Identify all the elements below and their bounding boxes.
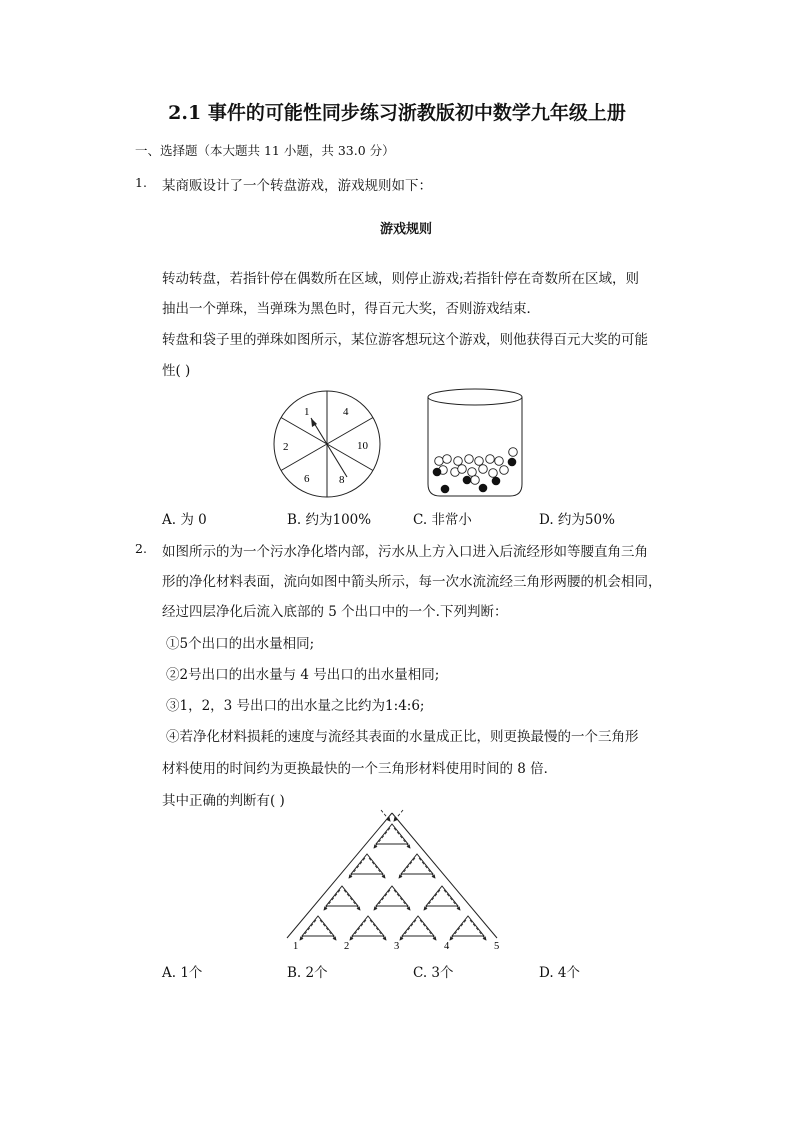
flow-arrow [344, 890, 360, 910]
document-title: 2.1 事件的可能性同步练习浙教版初中数学九年级上册 [168, 102, 626, 124]
filter-triangle [426, 886, 458, 906]
flow-arrow [300, 920, 316, 940]
filter-triangle [376, 886, 408, 906]
filter-triangle [401, 854, 433, 874]
flow-arrow [400, 920, 416, 940]
marbles [433, 448, 518, 494]
statement-4-line-1: ④若净化材料损耗的速度与流经其表面的水量成正比，则更换最慢的一个三角形 [166, 729, 639, 745]
flow-arrow [444, 890, 460, 910]
black-marble [492, 477, 501, 486]
flow-arrow [470, 920, 486, 940]
white-marble [475, 457, 484, 466]
flow-arrow [324, 890, 340, 910]
outlet-label: 5 [494, 941, 500, 952]
spinner-number: 2 [283, 441, 289, 453]
q1-option-b: B. 约为100% [287, 512, 372, 528]
question-1-intro: 某商贩设计了一个转盘游戏，游戏规则如下： [162, 178, 432, 194]
question-1-line-1: 转盘和袋子里的弹珠如图所示，某位游客想玩这个游戏，则他获得百元大奖的可能 [162, 332, 648, 348]
flow-arrow [420, 920, 436, 940]
black-marble [441, 485, 450, 494]
flow-arrow [424, 890, 440, 910]
spinner-number: 4 [343, 406, 349, 418]
q2-option-c: C. 3个 [413, 965, 454, 981]
flow-arrow [450, 920, 466, 940]
statement-1: ①5个出口的出水量相同; [166, 636, 315, 652]
q2-option-d: D. 4个 [539, 965, 581, 981]
black-marble [433, 468, 442, 477]
outlet-label: 1 [293, 941, 299, 952]
filter-triangle [326, 886, 358, 906]
white-marble [443, 455, 452, 464]
statement-4-line-2: 材料使用的时间约为更换最快的一个三角形材料使用时间的 8 倍． [162, 761, 558, 777]
statement-3: ③1，2，3 号出口的出水量之比约为1:4:6; [166, 698, 425, 714]
spinner-number: 8 [339, 474, 345, 486]
rule-heading: 游戏规则 [380, 222, 433, 237]
outlet-label: 2 [344, 941, 350, 952]
purification-tower-figure [282, 808, 512, 953]
white-marble [468, 468, 477, 477]
q2-option-a: A. 1个 [162, 965, 203, 981]
jar-rim [428, 389, 522, 405]
section-heading: 一、选择题（本大题共 11 小题，共 33.0 分） [135, 143, 395, 158]
filter-triangle [452, 916, 484, 936]
question-2-line-1: 如图所示的为一个污水净化塔内部，污水从上方入口进入后流经形如等腰直角三角 [162, 544, 648, 560]
inlet-arrow [394, 810, 403, 821]
question-2-line-3: 经过四层净化后流入底部的 5 个出口中的一个.下列判断： [162, 604, 508, 620]
rule-line-1: 转动转盘，若指针停在偶数所在区域，则停止游戏;若指针停在奇数所在区域，则 [162, 271, 640, 287]
white-marble [465, 455, 474, 464]
black-marble [479, 484, 488, 493]
black-marble [463, 476, 472, 485]
white-marble [435, 457, 444, 466]
spinner-number: 1 [304, 406, 310, 418]
flow-arrow [370, 920, 386, 940]
white-marble [500, 466, 509, 475]
filter-triangle [402, 916, 434, 936]
q1-option-c: C. 非常小 [413, 512, 472, 528]
spinner-number: 6 [304, 473, 310, 485]
question-2-line-2: 形的净化材料表面，流向如图中箭头所示，每一次水流流经三角形两腰的机会相同， [162, 574, 662, 590]
white-marble [479, 465, 488, 474]
question-2-prompt: 其中正确的判断有( ) [162, 793, 285, 809]
flow-arrow [394, 890, 410, 910]
flow-arrow [369, 858, 385, 878]
q2-option-b: B. 2个 [287, 965, 328, 981]
spinner-number: 10 [357, 440, 368, 452]
flow-arrow [320, 920, 336, 940]
outlet-label: 4 [444, 941, 450, 952]
white-marble [471, 476, 480, 485]
marble-jar-figure [424, 386, 528, 502]
filter-triangle [351, 854, 383, 874]
q1-option-a: A. 为 0 [162, 512, 207, 528]
tower-wall-left [287, 813, 392, 938]
inlet-arrow [381, 810, 390, 821]
flow-arrow [350, 920, 366, 940]
outlet-label: 3 [394, 941, 400, 952]
rule-line-2: 抽出一个弹珠，当弹珠为黑色时，得百元大奖，否则游戏结束． [162, 301, 540, 317]
white-marble [489, 469, 498, 478]
white-marble [486, 455, 495, 464]
question-1-number: 1. [135, 175, 147, 190]
flow-arrow [374, 890, 390, 910]
flow-arrow [399, 858, 415, 878]
question-1-line-2: 性( ) [162, 363, 191, 379]
spinner-pointer [311, 418, 347, 477]
black-marble [508, 458, 517, 467]
white-marble [458, 465, 467, 474]
white-marble [509, 448, 518, 457]
q1-option-d: D. 约为50% [539, 512, 615, 528]
spinner-figure [270, 385, 385, 505]
white-marble [495, 457, 504, 466]
tower-wall-right [392, 813, 497, 938]
statement-2: ②2号出口的出水量与 4 号出口的出水量相同; [166, 667, 440, 683]
filter-triangle [352, 916, 384, 936]
white-marble [454, 457, 463, 466]
question-2-number: 2. [135, 541, 147, 556]
filter-triangle [302, 916, 334, 936]
